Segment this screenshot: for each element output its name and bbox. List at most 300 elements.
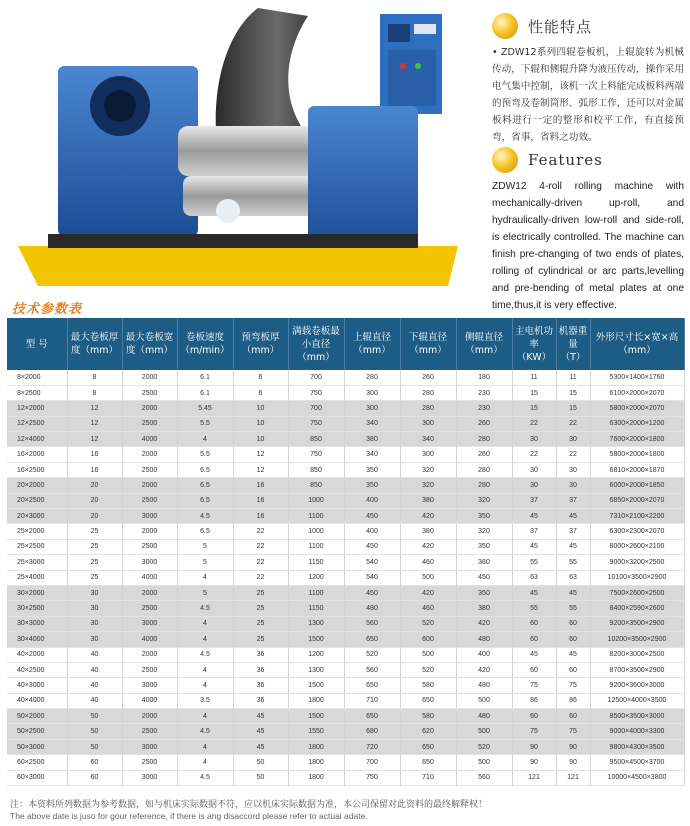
table-cell: 16×2000 xyxy=(7,447,67,462)
table-row xyxy=(7,678,684,693)
table-cell: 1200 xyxy=(288,570,344,585)
table-row xyxy=(7,416,684,431)
table-cell: 25 xyxy=(67,555,122,570)
table-cell: 12 xyxy=(233,462,288,477)
table-cell: 280 xyxy=(456,462,512,477)
table-cell: 50 xyxy=(233,770,288,785)
table-cell: 30 xyxy=(67,616,122,631)
table-cell: 1000 xyxy=(288,524,344,539)
table-cell: 580 xyxy=(400,709,456,724)
table-cell: 6810×2000×1870 xyxy=(590,462,684,477)
column-header: 主电机功率（KW） xyxy=(512,318,556,370)
table-cell: 25 xyxy=(67,524,122,539)
table-cell: 4000 xyxy=(122,432,177,447)
table-cell: 50 xyxy=(233,755,288,770)
table-cell: 1100 xyxy=(288,539,344,554)
table-cell: 90 xyxy=(512,739,556,754)
table-cell: 260 xyxy=(456,416,512,431)
table-cell: 6850×2000×2070 xyxy=(590,493,684,508)
table-cell: 4 xyxy=(177,755,233,770)
table-cell: 7310×2100×2200 xyxy=(590,509,684,524)
table-row xyxy=(7,770,684,785)
spec-table-body xyxy=(7,370,684,786)
table-cell: 75 xyxy=(556,678,590,693)
table-cell: 45 xyxy=(556,585,590,600)
table-cell: 500 xyxy=(400,647,456,662)
table-cell: 12 xyxy=(67,432,122,447)
spec-table-title: 技术参数表 xyxy=(12,302,83,317)
table-cell: 15 xyxy=(556,385,590,400)
table-cell: 6.5 xyxy=(177,524,233,539)
table-cell: 230 xyxy=(456,385,512,400)
table-cell: 1150 xyxy=(288,555,344,570)
table-cell: 340 xyxy=(344,416,400,431)
column-header: 最大卷板厚度（mm） xyxy=(67,318,122,370)
table-cell: 450 xyxy=(344,509,400,524)
table-cell: 45 xyxy=(512,539,556,554)
table-row xyxy=(7,755,684,770)
table-cell: 1500 xyxy=(288,709,344,724)
table-cell: 55 xyxy=(512,601,556,616)
table-cell: 60 xyxy=(556,709,590,724)
table-cell: 50×2000 xyxy=(7,709,67,724)
table-cell: 450 xyxy=(344,539,400,554)
table-cell: 22 xyxy=(233,524,288,539)
table-cell: 1100 xyxy=(288,585,344,600)
table-row xyxy=(7,724,684,739)
table-row xyxy=(7,616,684,631)
table-cell: 300 xyxy=(400,416,456,431)
table-cell: 4.5 xyxy=(177,601,233,616)
table-cell: 480 xyxy=(344,601,400,616)
table-cell: 750 xyxy=(288,447,344,462)
table-cell: 650 xyxy=(344,709,400,724)
table-cell: 1800 xyxy=(288,693,344,708)
table-row xyxy=(7,555,684,570)
table-cell: 25×3000 xyxy=(7,555,67,570)
table-cell: 45 xyxy=(512,509,556,524)
table-cell: 60 xyxy=(512,709,556,724)
table-cell: 380 xyxy=(456,555,512,570)
table-cell: 5 xyxy=(177,539,233,554)
table-cell: 1800 xyxy=(288,770,344,785)
table-cell: 45 xyxy=(233,739,288,754)
table-cell: 180 xyxy=(456,370,512,385)
table-row xyxy=(7,739,684,754)
table-cell: 20 xyxy=(67,509,122,524)
column-header: 预弯板厚（mm） xyxy=(233,318,288,370)
table-cell: 8400×2590×2600 xyxy=(590,601,684,616)
table-row xyxy=(7,401,684,416)
table-cell: 37 xyxy=(512,524,556,539)
table-row xyxy=(7,539,684,554)
table-cell: 8×2000 xyxy=(7,370,67,385)
table-cell: 400 xyxy=(344,493,400,508)
table-cell: 20 xyxy=(67,478,122,493)
table-cell: 40×3000 xyxy=(7,678,67,693)
table-row xyxy=(7,709,684,724)
table-cell: 3000 xyxy=(122,509,177,524)
table-cell: 1300 xyxy=(288,662,344,677)
table-cell: 30 xyxy=(556,478,590,493)
table-row xyxy=(7,632,684,647)
table-row xyxy=(7,385,684,400)
table-row xyxy=(7,462,684,477)
table-cell: 380 xyxy=(400,493,456,508)
table-cell: 16 xyxy=(67,447,122,462)
table-cell: 1500 xyxy=(288,678,344,693)
table-cell: 350 xyxy=(456,539,512,554)
table-cell: 2000 xyxy=(122,647,177,662)
table-cell: 420 xyxy=(400,585,456,600)
table-cell: 500 xyxy=(456,724,512,739)
table-cell: 8700×3500×2900 xyxy=(590,662,684,677)
features-en-body: ZDW12 4-roll rolling machine with mechanically-driven up-roll, and hydraulically-driven low-roll and side-roll, is electrically controlled. The machine can finish pre-changing of two ends of plates, rolling of cylindrical or arc parts,levelling and pre-bending of metal plates at one time,thus,it is very effective. xyxy=(492,181,684,311)
table-cell: 7500×2600×2500 xyxy=(590,585,684,600)
note-cn: 注：本资料所列数据为参考数据，如与机床实际数据不符，应以机床实际数据为准，本公司保留对此资料的最终解释权！ xyxy=(10,800,488,810)
table-cell: 60×2500 xyxy=(7,755,67,770)
table-cell: 380 xyxy=(456,601,512,616)
table-cell: 6000×2000×1850 xyxy=(590,478,684,493)
table-cell: 600 xyxy=(400,632,456,647)
table-cell: 320 xyxy=(456,524,512,539)
table-cell: 480 xyxy=(456,678,512,693)
table-cell: 25 xyxy=(233,585,288,600)
table-cell: 260 xyxy=(400,370,456,385)
column-header: 下辊直径（mm） xyxy=(400,318,456,370)
table-cell: 460 xyxy=(400,555,456,570)
table-cell: 55 xyxy=(556,601,590,616)
table-cell: 2500 xyxy=(122,416,177,431)
table-cell: 560 xyxy=(344,662,400,677)
table-cell: 420 xyxy=(400,509,456,524)
table-cell: 50×3000 xyxy=(7,739,67,754)
table-cell: 6.5 xyxy=(177,493,233,508)
table-cell: 30×4000 xyxy=(7,632,67,647)
table-cell: 300 xyxy=(400,447,456,462)
table-cell: 8500×3500×3000 xyxy=(590,709,684,724)
column-header: 上辊直径（mm） xyxy=(344,318,400,370)
table-cell: 30 xyxy=(512,432,556,447)
table-cell: 560 xyxy=(456,770,512,785)
table-cell: 50 xyxy=(67,724,122,739)
table-cell: 60 xyxy=(556,616,590,631)
table-cell: 16 xyxy=(233,509,288,524)
table-cell: 25×2500 xyxy=(7,539,67,554)
table-cell: 500 xyxy=(400,570,456,585)
table-cell: 2500 xyxy=(122,755,177,770)
table-cell: 2000 xyxy=(122,478,177,493)
table-cell: 12500×4000×3500 xyxy=(590,693,684,708)
table-row xyxy=(7,432,684,447)
table-cell: 30 xyxy=(67,601,122,616)
table-cell: 45 xyxy=(233,724,288,739)
table-cell: 12 xyxy=(233,447,288,462)
table-cell: 6.5 xyxy=(177,478,233,493)
table-cell: 30 xyxy=(67,585,122,600)
table-cell: 75 xyxy=(512,678,556,693)
table-cell: 2500 xyxy=(122,601,177,616)
table-cell: 50 xyxy=(67,739,122,754)
spec-table-header-row xyxy=(7,318,684,370)
table-cell: 55 xyxy=(512,555,556,570)
table-cell: 40×2500 xyxy=(7,662,67,677)
table-cell: 520 xyxy=(400,662,456,677)
table-cell: 16×2500 xyxy=(7,462,67,477)
table-cell: 15 xyxy=(512,401,556,416)
table-cell: 50×2500 xyxy=(7,724,67,739)
table-cell: 2000 xyxy=(122,370,177,385)
table-cell: 540 xyxy=(344,555,400,570)
table-cell: 20×3000 xyxy=(7,509,67,524)
table-cell: 280 xyxy=(456,432,512,447)
bullet-ball-icon xyxy=(492,13,518,39)
table-cell: 45 xyxy=(233,709,288,724)
table-cell: 45 xyxy=(512,647,556,662)
table-cell: 10 xyxy=(233,432,288,447)
table-cell: 10100×3500×2900 xyxy=(590,570,684,585)
table-cell: 36 xyxy=(233,693,288,708)
table-cell: 15 xyxy=(512,385,556,400)
table-cell: 520 xyxy=(400,616,456,631)
table-cell: 3000 xyxy=(122,678,177,693)
table-cell: 2500 xyxy=(122,385,177,400)
table-cell: 2000 xyxy=(122,709,177,724)
table-cell: 520 xyxy=(456,739,512,754)
table-cell: 650 xyxy=(344,678,400,693)
table-cell: 40 xyxy=(67,678,122,693)
column-header: 卷板速度（m/min） xyxy=(177,318,233,370)
table-cell: 30 xyxy=(512,478,556,493)
table-row xyxy=(7,370,684,385)
table-row xyxy=(7,493,684,508)
table-cell: 60×3000 xyxy=(7,770,67,785)
table-cell: 30 xyxy=(556,462,590,477)
table-cell: 25 xyxy=(67,570,122,585)
table-cell: 75 xyxy=(556,724,590,739)
features-en-header xyxy=(492,142,684,178)
table-cell: 520 xyxy=(344,647,400,662)
table-cell: 500 xyxy=(456,693,512,708)
table-cell: 650 xyxy=(400,755,456,770)
table-cell: 2500 xyxy=(122,662,177,677)
table-cell: 280 xyxy=(400,385,456,400)
table-row xyxy=(7,447,684,462)
table-cell: 380 xyxy=(344,432,400,447)
table-cell: 40×4000 xyxy=(7,693,67,708)
table-cell: 60 xyxy=(67,770,122,785)
spec-table xyxy=(7,318,685,786)
table-cell: 8×2500 xyxy=(7,385,67,400)
table-row xyxy=(7,524,684,539)
table-cell: 710 xyxy=(344,693,400,708)
table-cell: 2000 xyxy=(122,585,177,600)
table-cell: 12×4000 xyxy=(7,432,67,447)
table-cell: 40 xyxy=(67,647,122,662)
table-cell: 25 xyxy=(233,616,288,631)
table-cell: 4 xyxy=(177,739,233,754)
table-cell: 22 xyxy=(512,416,556,431)
column-header: 侧辊直径（mm） xyxy=(456,318,512,370)
table-row xyxy=(7,509,684,524)
table-cell: 400 xyxy=(456,647,512,662)
table-cell: 40 xyxy=(67,693,122,708)
table-cell: 75 xyxy=(512,724,556,739)
table-cell: 5.5 xyxy=(177,416,233,431)
table-cell: 280 xyxy=(400,401,456,416)
table-cell: 7600×2000×1800 xyxy=(590,432,684,447)
table-cell: 60 xyxy=(512,616,556,631)
table-cell: 25×4000 xyxy=(7,570,67,585)
table-cell: 16 xyxy=(233,493,288,508)
column-header: 外形尺寸长×宽×高（mm） xyxy=(590,318,684,370)
table-cell: 260 xyxy=(456,447,512,462)
table-cell: 2500 xyxy=(122,724,177,739)
table-cell: 1550 xyxy=(288,724,344,739)
table-cell: 750 xyxy=(344,770,400,785)
table-cell: 850 xyxy=(288,432,344,447)
table-cell: 9200×3500×2900 xyxy=(590,616,684,631)
table-cell: 63 xyxy=(512,570,556,585)
table-cell: 45 xyxy=(556,647,590,662)
table-cell: 22 xyxy=(233,570,288,585)
table-cell: 620 xyxy=(400,724,456,739)
table-cell: 420 xyxy=(400,539,456,554)
table-cell: 9800×4300×3500 xyxy=(590,739,684,754)
table-cell: 11 xyxy=(512,370,556,385)
table-cell: 36 xyxy=(233,678,288,693)
table-cell: 4 xyxy=(177,709,233,724)
table-row xyxy=(7,601,684,616)
features-cn-title: 性能特点 xyxy=(528,17,593,36)
table-cell: 700 xyxy=(288,401,344,416)
table-cell: 680 xyxy=(344,724,400,739)
table-cell: 1800 xyxy=(288,755,344,770)
table-cell: 4 xyxy=(177,678,233,693)
table-cell: 4 xyxy=(177,570,233,585)
table-cell: 8 xyxy=(67,385,122,400)
table-cell: 6300×2300×2070 xyxy=(590,524,684,539)
table-cell: 2000 xyxy=(122,447,177,462)
table-cell: 50 xyxy=(67,709,122,724)
table-cell: 380 xyxy=(400,524,456,539)
table-cell: 9500×4500×3700 xyxy=(590,755,684,770)
table-cell: 60 xyxy=(512,662,556,677)
table-cell: 4.5 xyxy=(177,724,233,739)
table-cell: 8200×3000×2500 xyxy=(590,647,684,662)
table-cell: 750 xyxy=(288,385,344,400)
table-cell: 12×2500 xyxy=(7,416,67,431)
table-cell: 10 xyxy=(233,416,288,431)
table-cell: 37 xyxy=(512,493,556,508)
table-cell: 5.5 xyxy=(177,447,233,462)
table-row xyxy=(7,662,684,677)
bullet-ball-icon xyxy=(492,147,518,173)
table-cell: 16 xyxy=(233,478,288,493)
table-cell: 6300×2000×1200 xyxy=(590,416,684,431)
table-cell: 460 xyxy=(400,601,456,616)
table-cell: 3000 xyxy=(122,770,177,785)
table-cell: 480 xyxy=(456,632,512,647)
table-cell: 5800×2000×1800 xyxy=(590,447,684,462)
table-cell: 20×2000 xyxy=(7,478,67,493)
table-cell: 121 xyxy=(512,770,556,785)
table-row xyxy=(7,570,684,585)
table-cell: 55 xyxy=(556,555,590,570)
table-cell: 1800 xyxy=(288,739,344,754)
table-cell: 2500 xyxy=(122,462,177,477)
table-cell: 1150 xyxy=(288,601,344,616)
table-cell: 60 xyxy=(512,632,556,647)
table-cell: 850 xyxy=(288,478,344,493)
table-cell: 22 xyxy=(512,447,556,462)
column-header: 机器重量（T） xyxy=(556,318,590,370)
table-cell: 3000 xyxy=(122,555,177,570)
column-header: 最大卷板宽度（mm） xyxy=(122,318,177,370)
table-cell: 280 xyxy=(344,370,400,385)
table-cell: 36 xyxy=(233,647,288,662)
table-cell: 500 xyxy=(456,755,512,770)
plate-rolling-machine-photo xyxy=(8,6,470,292)
table-cell: 6 xyxy=(233,385,288,400)
table-cell: 5300×1400×1760 xyxy=(590,370,684,385)
table-cell: 1500 xyxy=(288,632,344,647)
table-cell: 580 xyxy=(400,678,456,693)
table-cell: 2000 xyxy=(122,524,177,539)
table-cell: 350 xyxy=(456,509,512,524)
table-cell: 350 xyxy=(344,478,400,493)
table-cell: 15 xyxy=(556,401,590,416)
table-cell: 60 xyxy=(67,755,122,770)
table-cell: 5.45 xyxy=(177,401,233,416)
table-cell: 4000 xyxy=(122,570,177,585)
table-cell: 40 xyxy=(67,662,122,677)
table-cell: 8 xyxy=(67,370,122,385)
column-header: 满载卷板最小直径（mm） xyxy=(288,318,344,370)
features-en-section xyxy=(492,142,684,314)
table-cell: 12×2000 xyxy=(7,401,67,416)
table-cell: 1200 xyxy=(288,647,344,662)
table-cell: 850 xyxy=(288,462,344,477)
table-cell: 750 xyxy=(288,416,344,431)
table-cell: 2000 xyxy=(122,401,177,416)
table-cell: 5 xyxy=(177,555,233,570)
table-cell: 340 xyxy=(400,432,456,447)
table-cell: 4 xyxy=(177,616,233,631)
table-cell: 36 xyxy=(233,662,288,677)
table-cell: 10200×3500×2900 xyxy=(590,632,684,647)
table-cell: 420 xyxy=(456,616,512,631)
features-en-title: Features xyxy=(528,151,603,169)
table-cell: 4.5 xyxy=(177,509,233,524)
table-cell: 9200×3600×3000 xyxy=(590,678,684,693)
table-cell: 420 xyxy=(456,662,512,677)
table-cell: 1300 xyxy=(288,616,344,631)
table-cell: 560 xyxy=(344,616,400,631)
table-cell: 710 xyxy=(400,770,456,785)
table-cell: 6.1 xyxy=(177,370,233,385)
table-cell: 480 xyxy=(456,709,512,724)
table-cell: 60 xyxy=(556,662,590,677)
table-cell: 45 xyxy=(512,585,556,600)
table-cell: 3.5 xyxy=(177,693,233,708)
table-cell: 20 xyxy=(67,493,122,508)
features-cn-body: • ZDW12系列四辊卷板机，上辊旋转为机械传动，下辊和侧辊升降为液压传动，操作采用电气集中控制，该机一次上料能完成板料两端的预弯及卷制筒形、弧形工作，还可以对金属板料进行一定的整形和校平工作，有直接预弯，省事，省料之功效。 xyxy=(492,47,684,143)
table-cell: 22 xyxy=(233,539,288,554)
table-cell: 30×2500 xyxy=(7,601,67,616)
table-cell: 90 xyxy=(556,755,590,770)
table-cell: 30×2000 xyxy=(7,585,67,600)
